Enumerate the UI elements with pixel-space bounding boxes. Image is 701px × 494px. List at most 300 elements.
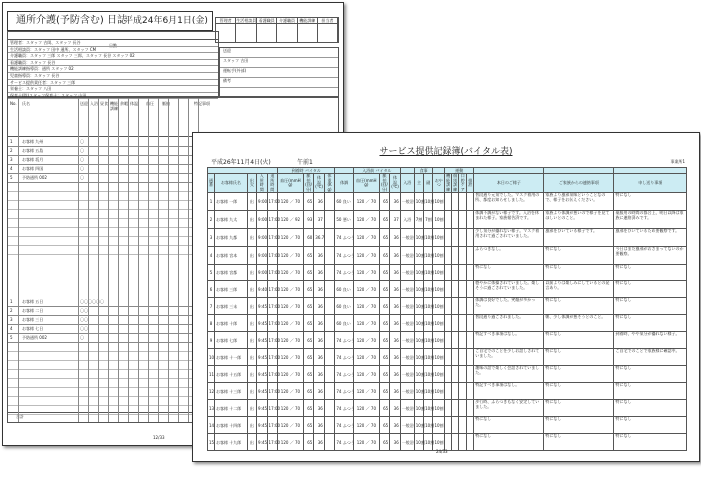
record-col-header: 主 <box>414 174 423 193</box>
record-cell-handover: 特になし <box>614 281 687 298</box>
record-cell-family: 特になし <box>544 349 614 366</box>
record-cell-main: 10割 <box>414 417 423 434</box>
record-row <box>208 247 687 265</box>
record-cell-check <box>452 332 459 349</box>
record-cell-check <box>445 247 452 265</box>
record-cell-check <box>459 315 467 332</box>
grid-vline <box>148 98 149 422</box>
record-cell-check <box>459 265 467 281</box>
record-cell-out: 17:00 <box>267 366 278 383</box>
record-cell-out: 17:00 <box>267 332 278 349</box>
record-cell-cond: 60 良い <box>335 193 354 211</box>
record-cell-check <box>459 332 467 349</box>
log-row-no: 3 <box>10 317 13 322</box>
log-row-name: 予防通所 002 <box>22 175 47 180</box>
record-cell-main: 7割 <box>414 211 423 229</box>
staff-line: 機能訓練指導員：通所 スタッフ 02 <box>8 66 218 73</box>
record-cell-check <box>445 332 452 349</box>
record-cell-family: 特になし <box>544 332 614 349</box>
record-cell-name: お客様 十五郎 <box>215 366 248 383</box>
record-cell-temp: 36 <box>314 332 325 349</box>
section-header: 日勤 <box>7 31 219 40</box>
record-cell-pulse: 65 <box>303 349 314 366</box>
record-cell-handover: 到着時、やや気分が優れない様子。 <box>614 332 687 349</box>
record-cell-side: 10割 <box>424 298 433 315</box>
record-cell-check <box>467 366 474 383</box>
record-cell-temp2: 36 <box>390 417 401 434</box>
record-cell-pulse2: 65 <box>379 349 390 366</box>
record-cell-pulse2: 65 <box>379 298 390 315</box>
record-cell-temp: 36 <box>314 417 325 434</box>
record-col-header: ご家族からの連絡事項 <box>544 174 614 193</box>
record-cell-check <box>445 193 452 211</box>
record-cell-no: 3 <box>208 229 215 247</box>
record-cell-check <box>445 434 452 451</box>
record-col-header: 口腔ケア <box>459 174 467 193</box>
record-cell-today: 体調不調がない様子です。入浴を休まれた様子。家族報告済です。 <box>474 211 544 229</box>
record-cell-name: お客様 九太 <box>215 211 248 229</box>
record-cell-check <box>452 247 459 265</box>
record-cell-today: 趣味の話で楽しく会話されていました。 <box>474 366 544 383</box>
record-cell-snack: 10割 <box>433 193 445 211</box>
record-col-header: 血圧(mmHg) <box>354 174 380 193</box>
record-cell-check <box>459 349 467 366</box>
record-cell-check <box>445 400 452 417</box>
staff-block <box>7 39 219 97</box>
record-cell-family: 特になし <box>544 417 614 434</box>
record-cell-check <box>445 265 452 281</box>
right-info-label: 送迎 <box>220 48 338 58</box>
record-cell-main: 10割 <box>414 434 423 451</box>
log-row-mark: 〇〇〇〇〇〇 <box>80 299 104 304</box>
record-cell-check <box>467 193 474 211</box>
record-cell-no: 15 <box>208 434 215 451</box>
record-cell-temp2: 36 <box>390 229 401 247</box>
record-cell-check <box>452 281 459 298</box>
record-cell-temp2: 36 <box>390 247 401 265</box>
record-table <box>207 167 687 451</box>
stamp-box-label: 担当者 <box>318 18 337 24</box>
group-header-cell: 食事 <box>414 168 433 174</box>
record-cell-side: 10割 <box>424 229 433 247</box>
record-cell-temp2: 36 <box>390 265 401 281</box>
record-cell-check <box>445 281 452 298</box>
record-cell-att: 出 <box>247 298 256 315</box>
record-cell-pulse2: 65 <box>379 400 390 417</box>
record-cell-cond: 60 良い <box>335 298 354 315</box>
record-cell-att: 出 <box>247 434 256 451</box>
record-cell-out: 17:00 <box>267 265 278 281</box>
record-cell-side: 10割 <box>424 349 433 366</box>
record-cell-no: 4 <box>208 247 215 265</box>
record-cell-pulse2: 65 <box>379 417 390 434</box>
record-cell-temp2: 36 <box>390 193 401 211</box>
record-cell-att: 出 <box>247 193 256 211</box>
log-row-mark: 〇 <box>80 335 84 340</box>
record-cell-check <box>467 332 474 349</box>
record-cell-bath: 一般浴 <box>400 193 414 211</box>
record-cell-snack: 10割 <box>433 349 445 366</box>
daily-log-title: 通所介護(予防含む) 日誌 <box>16 15 127 26</box>
log-row-no: 3 <box>10 157 13 162</box>
record-cell-check <box>452 400 459 417</box>
record-cell-side: 10割 <box>424 434 433 451</box>
record-cell-cond: 50 悪い <box>335 211 354 229</box>
record-cell-today: 特になし <box>474 417 544 434</box>
record-cell-name: お客様 十二郎 <box>215 400 248 417</box>
group-header-cell: 運動 <box>445 168 474 174</box>
record-cell-bp: 120 ／ 70 <box>278 281 304 298</box>
record-cell-today: 体調は良好でした。笑顔が多かった。 <box>474 298 544 315</box>
log-row-no: 2 <box>10 308 13 313</box>
record-cell-side: 10割 <box>424 383 433 400</box>
record-cell-side: 10割 <box>424 281 433 298</box>
record-cell-side: 10割 <box>424 315 433 332</box>
record-cell-snack: 10割 <box>433 417 445 434</box>
record-cell-family: 特になし <box>544 247 614 265</box>
staff-line: 保育士(除)スタッフ保育士：スタッフ 山田 <box>8 93 218 100</box>
record-cell-temp: 36 <box>314 265 325 281</box>
record-cell-snack: 10割 <box>433 366 445 383</box>
log-row-no: 2 <box>10 148 13 153</box>
daily-log-title-box <box>7 11 213 31</box>
record-cell-cond: 74 ふつう <box>335 434 354 451</box>
staff-line: 介護職員：スタッフ 三郎 スタッフ 三郎、スタッフ 長谷 スタッフ 02 <box>8 53 218 60</box>
record-cell-bath: 一般浴 <box>400 400 414 417</box>
record-col-header: 体重(Kg) <box>324 174 335 193</box>
record-cell-family: 特になし <box>544 298 614 315</box>
record-cell-bp2: 120 ／ 70 <box>354 417 380 434</box>
record-cell-check <box>445 366 452 383</box>
group-header-cell: 入浴前 バイタル <box>354 168 401 174</box>
record-cell-check <box>445 383 452 400</box>
staff-line: 児童指導員：スタッフ 長谷 <box>8 73 218 80</box>
stamp-box-label: 介護職員 <box>279 18 295 23</box>
record-cell-main: 10割 <box>414 247 423 265</box>
record-cell-bp2: 120 ／ 70 <box>354 298 380 315</box>
daily-log-date: 平成24年6月1日(金) <box>124 16 208 26</box>
record-cell-pulse: 65 <box>303 315 314 332</box>
record-cell-check <box>452 366 459 383</box>
record-cell-family: 特になし <box>544 383 614 400</box>
log-row-no: 5 <box>10 335 13 340</box>
record-cell-handover: 風邪をひいているため要観察です。 <box>614 229 687 247</box>
record-cell-bp2: 120 ／ 70 <box>354 349 380 366</box>
log-row-name: お客様 四国 <box>22 166 44 171</box>
record-cell-cond: 74 ふつう <box>335 366 354 383</box>
record-cell-att: 出 <box>247 349 256 366</box>
record-cell-weight <box>324 193 335 211</box>
record-row <box>208 434 687 451</box>
record-cell-att: 出 <box>247 247 256 265</box>
record-cell-bp2: 120 ／ 70 <box>354 229 380 247</box>
stamp-box <box>257 18 277 42</box>
record-cell-in: 9:00 <box>257 193 268 211</box>
record-cell-weight <box>324 211 335 229</box>
record-cell-bath: 一般浴 <box>400 281 414 298</box>
front-page-number: 24/33 <box>436 449 448 454</box>
record-cell-out: 17:00 <box>267 281 278 298</box>
log-col-header: No. <box>10 101 17 106</box>
record-cell-temp2: 36 <box>390 383 401 400</box>
record-cell-out: 17:00 <box>267 247 278 265</box>
record-cell-in: 9:45 <box>257 298 268 315</box>
record-cell-handover: 特になし <box>614 434 687 451</box>
record-cell-name: お客様 宮都 <box>215 265 248 281</box>
record-cell-pulse: 65 <box>303 281 314 298</box>
record-cell-pulse2: 65 <box>379 281 390 298</box>
record-cell-check <box>445 229 452 247</box>
record-cell-side: 10割 <box>424 265 433 281</box>
record-cell-weight <box>324 332 335 349</box>
log-col-header: 脈拍 <box>162 101 170 106</box>
record-col-header: 入所時間 <box>257 174 268 193</box>
record-cell-handover: 特になし <box>614 417 687 434</box>
record-date: 平成26年11月4日(火) <box>211 159 271 166</box>
log-row-mark: 〇〇 <box>80 308 88 313</box>
record-cell-pulse: 65 <box>303 193 314 211</box>
record-cell-bp: 120 ／ 70 <box>278 417 304 434</box>
record-cell-side: 10割 <box>424 366 433 383</box>
record-cell-att: 出 <box>247 417 256 434</box>
staff-lines <box>8 40 218 99</box>
record-cell-name: お客様 十三郎 <box>215 383 248 400</box>
record-cell-weight <box>324 315 335 332</box>
log-row-mark: 〇 <box>80 139 84 144</box>
record-cell-out: 17:00 <box>267 349 278 366</box>
group-header-cell: 到着時 バイタル <box>278 168 335 174</box>
record-cell-check <box>467 281 474 298</box>
log-row-name: お客様 坂月 <box>22 157 44 162</box>
record-col-header: 体温(℃) <box>314 174 325 193</box>
record-cell-bp2: 120 ／ 70 <box>354 366 380 383</box>
record-cell-family: 以前よりは楽しみにしているとの発言あり。 <box>544 281 614 298</box>
record-cell-out: 17:00 <box>267 383 278 400</box>
record-col-header: 機能訓練 <box>446 173 451 192</box>
record-cell-out: 17:00 <box>267 434 278 451</box>
record-cell-no: 5 <box>208 265 215 281</box>
log-col-header: 送迎 <box>80 101 88 106</box>
record-cell-bp: 120 ／ 70 <box>278 193 304 211</box>
log-col-header: 氏名 <box>22 101 30 106</box>
record-cell-out: 17:00 <box>267 417 278 434</box>
record-cell-pulse2: 65 <box>379 315 390 332</box>
record-cell-pulse2: 65 <box>379 366 390 383</box>
office-name: 事業所1 <box>670 159 685 164</box>
record-cell-out: 17:00 <box>267 315 278 332</box>
record-col-header: 体温(℃) <box>390 174 401 193</box>
right-info-block <box>219 47 339 97</box>
record-cell-name: お客様 一郎 <box>215 193 248 211</box>
back-page-number: 12/33 <box>153 435 165 440</box>
record-cell-temp2: 36 <box>390 434 401 451</box>
record-cell-check <box>467 229 474 247</box>
record-cell-check <box>467 400 474 417</box>
staff-line: サービス提供責任者：スタッフ 三郎 <box>8 80 218 87</box>
record-cell-side: 10割 <box>424 193 433 211</box>
record-cell-pulse2: 65 <box>379 211 390 229</box>
record-cell-check <box>467 349 474 366</box>
record-cell-cond: 60 良い <box>335 281 354 298</box>
grid-vline <box>188 98 189 422</box>
record-cell-handover: 特になし <box>614 383 687 400</box>
log-row-name: お客様 三日 <box>22 317 44 322</box>
record-cell-main: 10割 <box>414 383 423 400</box>
record-cell-family: 風邪をひいている様子です。 <box>544 229 614 247</box>
record-cell-today: 特記すべき事項はなし。 <box>474 383 544 400</box>
log-col-header: 特記事項 <box>194 101 210 106</box>
record-cell-no: 9 <box>208 332 215 349</box>
record-cell-bp2: 120 ／ 70 <box>354 265 380 281</box>
record-cell-bp: 120 ／ 70 <box>278 434 304 451</box>
record-col-header: お客様氏名 <box>215 174 248 193</box>
record-cell-main: 10割 <box>414 265 423 281</box>
log-col-header: 余暇 <box>120 101 128 106</box>
record-cell-in: 9:00 <box>257 247 268 265</box>
stamp-box <box>318 18 338 42</box>
record-cell-att: 出 <box>247 383 256 400</box>
stamp-box <box>298 18 318 42</box>
record-cell-pulse2: 65 <box>379 229 390 247</box>
record-cell-in: 9:40 <box>257 281 268 298</box>
record-cell-cond: 74 ふつう <box>335 383 354 400</box>
record-cell-out: 17:00 <box>267 211 278 229</box>
record-cell-bp: 120 ／ 70 <box>278 332 304 349</box>
stamp-box <box>236 18 257 42</box>
record-cell-temp: 36 <box>314 298 325 315</box>
record-cell-bath: 一般浴 <box>400 434 414 451</box>
record-cell-bp2: 120 ／ 70 <box>354 281 380 298</box>
record-cell-name: お客様 宮本 <box>215 247 248 265</box>
record-cell-pulse: 65 <box>303 383 314 400</box>
record-col-header: 個別訓練 <box>453 173 458 192</box>
log-row-mark: 〇 <box>80 175 84 180</box>
log-row-mark: 〇 <box>80 157 84 162</box>
record-cell-pulse: 65 <box>303 247 314 265</box>
log-row-no: 5 <box>10 175 13 180</box>
record-col-header: 排泄 <box>467 174 474 193</box>
record-cell-att: 出 <box>247 265 256 281</box>
record-cell-temp: 36 <box>314 247 325 265</box>
record-row <box>208 366 687 383</box>
stamp-box <box>277 18 297 42</box>
log-row-mark: 〇〇 <box>80 317 88 322</box>
record-cell-main: 10割 <box>414 400 423 417</box>
record-col-header: 脈拍(回/分) <box>380 173 388 192</box>
record-cell-check <box>467 247 474 265</box>
record-cell-family: 特になし <box>544 400 614 417</box>
record-cell-check <box>467 265 474 281</box>
record-cell-cond: 74 ふつう <box>335 229 354 247</box>
record-cell-family: 特になし <box>544 366 614 383</box>
record-cell-main: 10割 <box>414 349 423 366</box>
record-cell-bp2: 120 ／ 70 <box>354 211 380 229</box>
record-cell-pulse: 65 <box>303 366 314 383</box>
record-cell-side: 10割 <box>424 400 433 417</box>
record-cell-name: お客様 三末 <box>215 298 248 315</box>
record-cell-in: 9:45 <box>257 400 268 417</box>
record-row <box>208 193 687 211</box>
record-cell-weight <box>324 265 335 281</box>
record-cell-main: 10割 <box>414 229 423 247</box>
record-cell-side: 7割 <box>424 211 433 229</box>
record-row <box>208 229 687 247</box>
record-col-header: 副 <box>424 174 433 193</box>
record-cell-check <box>459 417 467 434</box>
record-cell-in: 9:45 <box>257 315 268 332</box>
record-cell-bath: 一般浴 <box>400 366 414 383</box>
log-col-header: 機能訓練 <box>110 101 118 111</box>
record-cell-check <box>452 434 459 451</box>
record-cell-side: 10割 <box>424 417 433 434</box>
record-cell-no: 10 <box>208 349 215 366</box>
record-cell-handover: 今日はまだ風邪がおさまってないのか要観察。 <box>614 247 687 265</box>
record-cell-bp: 120 ／ 70 <box>278 400 304 417</box>
record-cell-weight <box>324 229 335 247</box>
record-row <box>208 417 687 434</box>
record-cell-cond: 74 ふつう <box>335 400 354 417</box>
record-cell-weight <box>324 349 335 366</box>
grid-vline <box>158 98 159 422</box>
record-cell-bp2: 120 ／ 70 <box>354 434 380 451</box>
record-cell-check <box>459 193 467 211</box>
grid-vline <box>138 98 139 422</box>
record-cell-bath: 一般浴 <box>400 315 414 332</box>
record-cell-snack: 10割 <box>433 281 445 298</box>
record-cell-bath: 一般浴 <box>400 265 414 281</box>
record-shift: 午前1 <box>297 159 313 166</box>
grid-vline <box>18 98 19 422</box>
record-cell-family: 家族より風邪気味ということなので、様子をお伝えください。 <box>544 193 614 211</box>
record-cell-today: 穏やかに体操されていました。楽しそうに過ごされていました。 <box>474 281 544 298</box>
record-cell-weight <box>324 247 335 265</box>
record-cell-snack: 10割 <box>433 211 445 229</box>
record-cell-main: 10割 <box>414 315 423 332</box>
record-cell-today: ご自宅でのことを少しお話しされていました。 <box>474 349 544 366</box>
record-cell-att: 出 <box>247 211 256 229</box>
record-table-wrap <box>207 167 687 443</box>
record-cell-in: 9:00 <box>257 211 268 229</box>
log-row-name: お客様 五日 <box>22 299 44 304</box>
record-cell-check <box>459 247 467 265</box>
log-row-no: 1 <box>10 139 13 144</box>
record-cell-check <box>445 417 452 434</box>
record-cell-bp2: 120 ／ 70 <box>354 383 380 400</box>
record-cell-check <box>445 298 452 315</box>
grid-vline <box>178 98 179 422</box>
staff-line: 栄養士：スタッフ 八田 <box>8 86 218 93</box>
record-cell-pulse: 65 <box>303 265 314 281</box>
record-row <box>208 315 687 332</box>
record-cell-weight <box>324 417 335 434</box>
record-cell-temp2: 37 <box>390 211 401 229</box>
record-cell-family: 朝、少し体調が悪そうとのこと。 <box>544 315 614 332</box>
record-cell-check <box>459 229 467 247</box>
record-cell-no: 7 <box>208 298 215 315</box>
record-cell-in: 9:45 <box>257 349 268 366</box>
total-row-bottom: 合計 <box>8 412 338 421</box>
right-info-label: スタッフ 古田 <box>220 58 338 68</box>
record-cell-check <box>452 349 459 366</box>
record-cell-temp2: 36 <box>390 298 401 315</box>
grid-vline <box>98 98 99 422</box>
log-row-name: お客様 二日 <box>22 308 44 313</box>
record-cell-pulse2: 65 <box>379 383 390 400</box>
record-cell-today: 普段通り元気でした。マスク着用の所、都度お知らせしました。 <box>474 193 544 211</box>
log-col-header: 体温 <box>130 101 138 106</box>
record-cell-no: 14 <box>208 417 215 434</box>
record-cell-check <box>467 315 474 332</box>
